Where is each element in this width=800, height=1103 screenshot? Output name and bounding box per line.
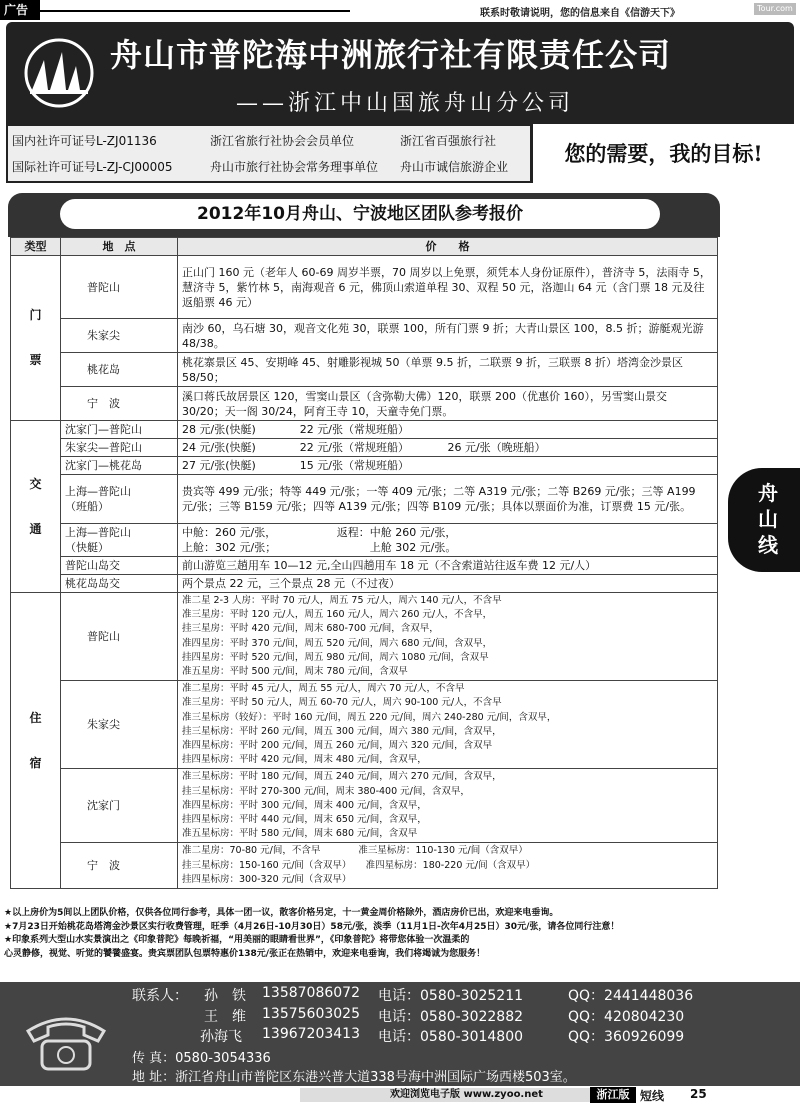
magazine-logo: Tour.com: [754, 3, 796, 15]
place-cell: 上海—普陀山 （班船）: [61, 475, 178, 524]
company-name: 舟山市普陀海中洲旅行社有限责任公司: [110, 36, 672, 74]
page-number: 25: [690, 1087, 707, 1101]
place-cell: 宁 波: [61, 387, 178, 421]
slogan: 您的需要，我的目标!: [530, 124, 794, 183]
place-cell: 沈家门—普陀山: [61, 421, 178, 439]
place-cell: 沈家门—桃花岛: [61, 457, 178, 475]
footer-section: 短线: [640, 1089, 665, 1103]
note-line: ★印象系列大型山水实景演出之《印象普陀》每晚祈福，“用美丽的眼睛看世界”，《印象普陀》将带您体验一次温柔的: [4, 935, 470, 945]
place-cell: 桃花岛岛交: [61, 575, 178, 593]
price-cell: 溪口蒋氏故居景区 120，雪窦山景区（含弥勒大佛）120，联票 200（优惠价 160），另雪窦山景交 30/20；天一阁 30/24，阿育王寺 10，天童寺免门票。: [178, 387, 718, 421]
price-line: 准三星标房（较好）：平时 160 元/间，周五 220 元/间，周六 240-280 元/间，含双早，: [182, 711, 557, 723]
price-cell: 中舱：260 元/张， 返程：中舱 260 元/张， 上舱：302 元/张； 上舱 302 元/张。: [178, 524, 718, 557]
contact-qq: QQ：2441448036: [568, 988, 694, 1004]
price-cell: [178, 681, 718, 769]
table-row: [11, 387, 718, 421]
contact-name: 孙 铁: [204, 988, 246, 1004]
price-line: 挂三星标房：150-160 元/间（含双早） 准四星标房：180-220 元/间（含双早）: [182, 859, 536, 871]
price-line: 准二星房：平时 45 元/人，周五 55 元/人，周六 70 元/人，不含早: [182, 683, 465, 695]
price-line: 挂四星标房：平时 420 元/间，周末 480 元/间，含双早，: [182, 754, 427, 766]
section-tab-label: 舟山线: [758, 481, 778, 557]
price-cell: 桃花寨景区 45、安期峰 45、射雕影视城 50（单票 9.5 折，二联票 9 折，三联票 8 折）塔湾金沙景区 58/50；: [178, 353, 718, 387]
table-row: [11, 769, 718, 843]
place-cell: 普陀山: [61, 593, 178, 681]
price-line: 准五星房：平时 500 元/间，周末 780 元/间，含双早: [182, 666, 408, 678]
contact-name: 孙海飞: [200, 1029, 242, 1045]
fax: 传 真：0580-3054336: [132, 1051, 271, 1066]
price-line: 挂四星标房：300-320 元/间（含双早）: [182, 873, 352, 885]
table-row: [11, 439, 718, 457]
price-line: 准三星房：平时 50 元/人，周五 60-70 元/人，周六 90-100 元/人，不含早: [182, 697, 502, 709]
price-line: 准四星标房：平时 300 元/间，周末 400 元/间，含双早，: [182, 799, 427, 811]
license-international: 国际社许可证号L-ZJ-CJ00005: [12, 160, 173, 174]
table-header-row: [11, 238, 718, 256]
branch-name: ——浙江中山国旅舟山分公司: [236, 91, 575, 116]
price-line: 准二星 2-3 人房：平时 70 元/人，周五 75 元/人，周六 140 元/人，不含早: [182, 595, 502, 606]
price-line: 挂三星标房：平时 270-300 元/间，周末 380-400 元/间，含双早，: [182, 785, 470, 797]
note-line: 心灵静修，视觉、听觉的饕餮盛宴。贵宾票团队包票特惠价138元/张正在热销中，欢迎来电垂询，我们将竭诚为您服务！: [4, 948, 486, 959]
place-cell: 普陀山岛交: [61, 557, 178, 575]
table-row: [11, 353, 718, 387]
membership-city: 舟山市旅行社协会常务理事单位: [210, 160, 379, 174]
footer-web: 欢迎浏览电子版 www.zyoo.net: [300, 1088, 590, 1102]
price-cell: 两个景点 22 元，三个景点 28 元（不过夜）: [178, 575, 718, 593]
note-line: ★7月23日开始桃花岛塔湾金沙景区实行收费管理，旺季（4月26日-10月30日）58元/张，淡季（11月1日-次年4月25日）30元/张，请各位同行注意！: [4, 921, 620, 932]
place-cell: 宁 波: [61, 843, 178, 889]
price-line: 准三星标房：平时 180 元/间，周五 240 元/间，周六 270 元/间，含双早，: [182, 771, 502, 783]
category-traffic: 交 通: [11, 421, 61, 593]
contact-name: 王 维: [204, 1009, 246, 1025]
source-note: 联系时敬请说明，您的信息来自《信游天下》: [480, 8, 680, 19]
price-line: 准五星标房：平时 580 元/间，周末 680 元/间，含双早: [182, 828, 418, 840]
price-cell: 前山游览三趟用车 10—12 元,全山四趟用车 18 元（不含索道站往返车费 12 元/人）: [178, 557, 718, 575]
table-row: [11, 843, 718, 889]
membership-province: 浙江省旅行社协会会员单位: [210, 134, 355, 148]
contact-mobile: 13587086072: [262, 985, 360, 1001]
notes: [4, 907, 796, 961]
price-cell: 贵宾等 499 元/张；特等 449 元/张；一等 409 元/张；二等 A319 元/张；二等 B269 元/张；三等 A199 元/张；三等 B159 元/张；四等 A139 元/张；四等 B109 元/张；具体以票面价为准，订票费 15 元/张。: [178, 475, 718, 524]
honor-top100: 浙江省百强旅行社: [400, 134, 497, 148]
table-row: [11, 256, 718, 319]
place-cell: 朱家尖—普陀山: [61, 439, 178, 457]
table-row: [11, 681, 718, 769]
price-line: 挂三星房：平时 420 元/间，周末 680-700 元/间，含双早，: [182, 623, 439, 635]
price-cell: [178, 769, 718, 843]
honor-integrity: 舟山市诚信旅游企业: [400, 160, 509, 174]
table-row: [11, 593, 718, 681]
price-line: 挂三星标房：平时 260 元/间，周五 300 元/间，周六 380 元/间，含双早，: [182, 725, 502, 737]
header-place: 地 点: [61, 238, 178, 256]
price-table: [10, 237, 718, 889]
contact-tel: 电话：0580-3022882: [378, 1009, 524, 1025]
place-cell: 沈家门: [61, 769, 178, 843]
price-line: 准三星房：平时 120 元/人，周五 160 元/人，周六 260 元/人，不含早，: [182, 609, 493, 621]
price-line: 挂四星房：平时 520 元/间，周五 980 元/间，周六 1080 元/间，含双早: [182, 651, 489, 663]
license-domestic: 国内社许可证号L-ZJ01136: [12, 134, 157, 148]
place-cell: 上海—普陀山 （快艇）: [61, 524, 178, 557]
contact-qq: QQ：360926099: [568, 1029, 685, 1045]
category-tickets: 门 票: [11, 256, 61, 421]
contact-mobile: 13575603025: [262, 1006, 360, 1022]
price-cell: [178, 843, 718, 889]
price-cell: 正山门 160 元（老年人 60-69 周岁半票，70 周岁以上免票，须凭本人身份证原件），普济寺 5，法雨寺 5，慧济寺 5，紫竹林 5，南海观音 6 元，佛顶山索道单程 30、双程 50 元，洛迦山 64 元（含门票 18 元及往返船票 46 元）: [178, 256, 718, 319]
ad-tag: 广告: [0, 0, 40, 20]
price-cell: 28 元/张(快艇) 22 元/张（常规班船）: [178, 421, 718, 439]
price-cell: [178, 593, 718, 681]
place-cell: 普陀山: [61, 256, 178, 319]
price-line: 准四星标房：平时 200 元/间，周五 260 元/间，周六 320 元/间，含双早: [182, 740, 493, 752]
top-rule: [40, 10, 350, 12]
telephone-icon: [22, 1005, 110, 1075]
price-line: 挂四星标房：平时 440 元/间，周末 650 元/间，含双早，: [182, 814, 427, 826]
contact-mobile: 13967203413: [262, 1026, 360, 1042]
contact-qq: QQ：420804230: [568, 1009, 685, 1025]
category-hotel: 住 宿: [11, 593, 61, 889]
table-row: [11, 319, 718, 353]
price-line: 准四星房：平时 370 元/间，周五 520 元/间，周六 680 元/间，含双早，: [182, 637, 493, 649]
price-cell: 24 元/张(快艇) 22 元/张（常规班船） 26 元/张（晚班船）: [178, 439, 718, 457]
table-row: [11, 575, 718, 593]
place-cell: 桃花岛: [61, 353, 178, 387]
company-logo-icon: [18, 38, 100, 108]
table-row: [11, 457, 718, 475]
contact-tel: 电话：0580-3014800: [378, 1029, 524, 1045]
table-row: [11, 475, 718, 524]
place-cell: 朱家尖: [61, 319, 178, 353]
table-row: [11, 524, 718, 557]
price-cell: 27 元/张(快艇) 15 元/张（常规班船）: [178, 457, 718, 475]
contact-label: 联系人：: [132, 988, 188, 1004]
section-tab: [728, 468, 800, 572]
table-row: [11, 557, 718, 575]
contact-tel: 电话：0580-3025211: [378, 988, 524, 1004]
price-line: 准二星房：70-80 元/间，不含早 准三星标房：110-130 元/间（含双早）: [182, 845, 528, 857]
price-cell: 南沙 60，乌石塘 30，观音文化苑 30，联票 100，所有门票 9 折；大青山景区 100，8.5 折；游艇观光游 48/38。: [178, 319, 718, 353]
place-cell: 朱家尖: [61, 681, 178, 769]
note-line: ★以上房价为5间以上团队价格，仅供各位同行参考，具体一团一议，散客价格另定，十一黄金周价格除外，酒店房价已出，欢迎来电垂询。: [4, 908, 559, 918]
header-type: 类型: [11, 238, 61, 256]
footer-edition: 浙江版: [590, 1087, 636, 1103]
header-price: 价 格: [178, 238, 718, 256]
table-row: [11, 421, 718, 439]
address: 地 址：浙江省舟山市普陀区东港兴普大道338号海中洲国际广场西楼503室。: [132, 1070, 576, 1085]
table-title: 2012年10月舟山、宁波地区团队参考报价: [60, 199, 660, 229]
